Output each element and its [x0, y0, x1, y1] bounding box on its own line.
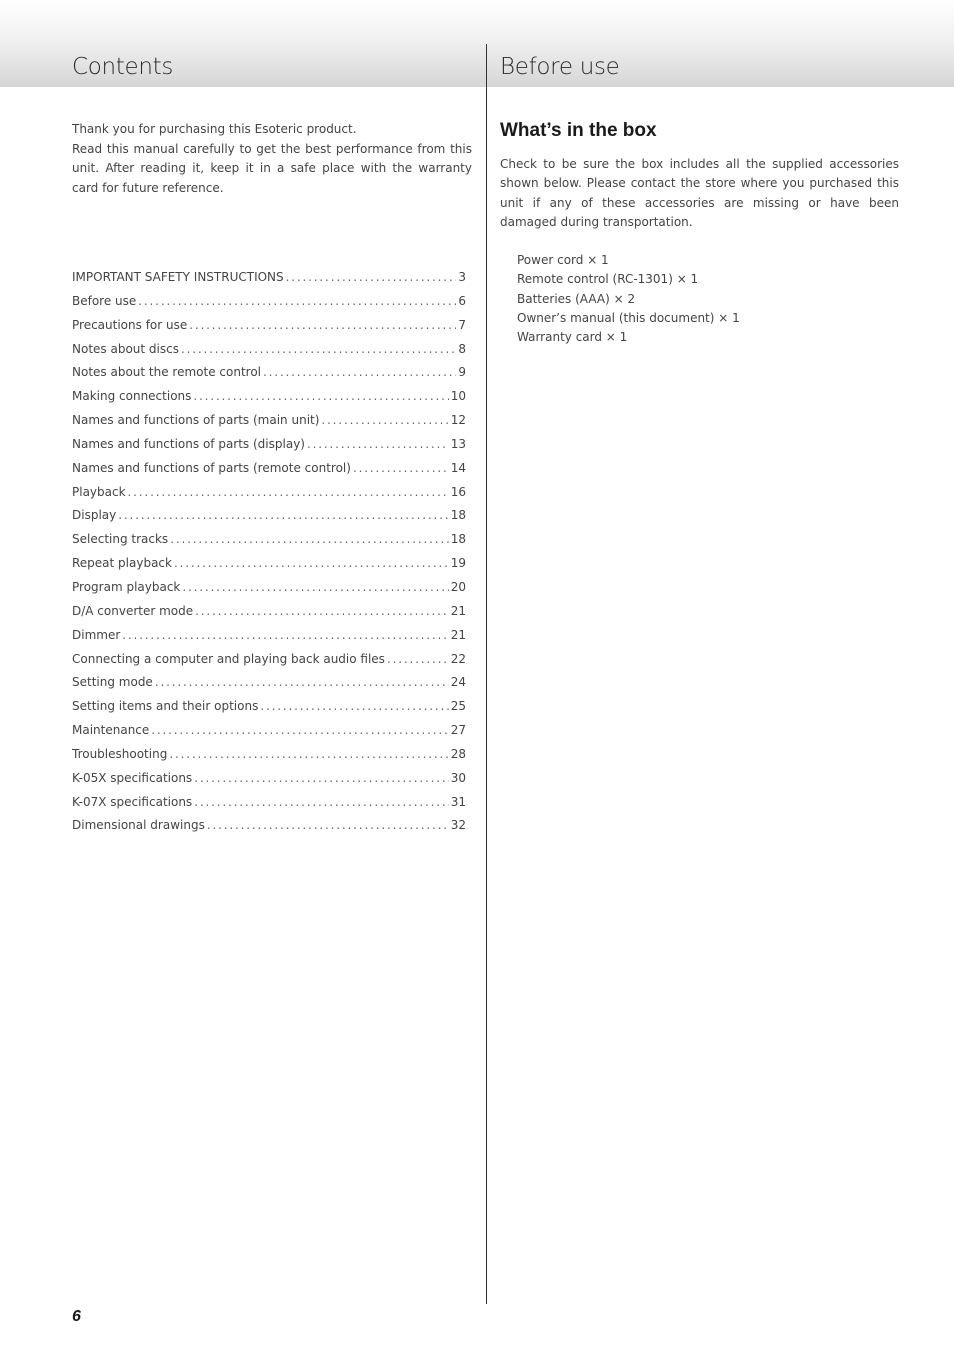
toc-entry-page: 28 [450, 746, 466, 761]
toc-entry-page: 32 [450, 818, 466, 833]
toc-entry[interactable] [72, 747, 466, 771]
toc-entry-page: 3 [458, 270, 466, 284]
toc-entry-page: 8 [458, 341, 466, 356]
toc-leader-dots [151, 723, 448, 737]
toc-entry-label: Troubleshooting [72, 746, 168, 761]
toc-entry[interactable] [72, 818, 466, 842]
toc-entry[interactable] [72, 437, 466, 461]
toc-leader-dots [170, 532, 449, 546]
toc-leader-dots [260, 699, 448, 713]
toc-entry[interactable] [72, 413, 466, 437]
intro-text [72, 120, 472, 198]
toc-entry-page: 9 [458, 365, 466, 380]
toc-entry-page: 25 [450, 699, 466, 714]
toc-entry[interactable] [72, 699, 466, 723]
toc-entry-page: 22 [450, 651, 466, 666]
before-use-title: Before use [500, 54, 620, 80]
toc-entry[interactable] [72, 342, 466, 366]
toc-entry-label: Making connections [72, 389, 192, 404]
toc-entry-label: Playback [72, 484, 126, 499]
toc-entry-label: Setting items and their options [72, 699, 259, 714]
toc-entry-label: Connecting a computer and playing back audio files [72, 651, 385, 666]
toc-entry-label: Selecting tracks [72, 532, 169, 547]
toc-entry[interactable] [72, 485, 466, 509]
toc-entry-page: 27 [450, 723, 466, 738]
toc-entry[interactable] [72, 461, 466, 485]
toc-entry-label: Before use [72, 293, 137, 308]
contents-title: Contents [72, 54, 174, 80]
toc-entry-label: Repeat playback [72, 556, 172, 571]
toc-entry-page: 18 [450, 532, 466, 547]
toc-entry-label: IMPORTANT SAFETY INSTRUCTIONS [72, 270, 284, 284]
toc-leader-dots [122, 628, 448, 642]
toc-entry-page: 24 [450, 675, 466, 690]
toc-entry-label: Precautions for use [72, 317, 188, 332]
toc-leader-dots [181, 342, 456, 356]
toc-entry-label: Dimensional drawings [72, 818, 205, 833]
toc-entry[interactable] [72, 771, 466, 795]
toc-entry[interactable] [72, 270, 466, 294]
toc-leader-dots [195, 604, 449, 618]
toc-entry-page: 6 [458, 293, 466, 308]
toc-entry-page: 21 [450, 603, 466, 618]
toc-entry-page: 21 [450, 627, 466, 642]
accessory-item: Power cord × 1 [517, 253, 609, 267]
toc-entry-page: 30 [450, 770, 466, 785]
page-number: 6 [72, 1308, 81, 1325]
toc-entry-page: 10 [450, 389, 466, 404]
toc-entry-label: Maintenance [72, 723, 150, 738]
accessory-item: Warranty card × 1 [517, 330, 628, 345]
toc-entry[interactable] [72, 580, 466, 604]
toc-entry-label: Dimmer [72, 627, 121, 642]
toc-leader-dots [169, 747, 448, 761]
toc-leader-dots [118, 508, 448, 522]
toc-entry-label: Names and functions of parts (remote control) [72, 460, 351, 475]
toc-entry-page: 20 [450, 579, 466, 594]
toc-leader-dots [189, 318, 456, 332]
toc-entry-label: Setting mode [72, 675, 153, 690]
toc-entry[interactable] [72, 675, 466, 699]
toc-entry[interactable] [72, 389, 466, 413]
toc-leader-dots [263, 365, 456, 379]
toc-entry-label: Notes about discs [72, 341, 179, 356]
toc-leader-dots [138, 294, 456, 308]
toc-entry-page: 16 [450, 484, 466, 499]
toc-entry[interactable] [72, 795, 466, 819]
toc-entry-page: 18 [450, 508, 466, 523]
toc-leader-dots [194, 771, 449, 785]
intro-line-2: Read this manual carefully to get the best performance from this unit. After reading it, keep it in a safe place with the warranty card for future reference. [72, 141, 472, 195]
toc-entry-label: Program playback [72, 579, 181, 594]
toc-leader-dots [207, 818, 449, 832]
toc-entry[interactable] [72, 294, 466, 318]
toc-entry-label: Display [72, 508, 117, 523]
toc-entry-page: 13 [450, 436, 466, 451]
toc-leader-dots [286, 270, 457, 284]
intro-line-1: Thank you for purchasing this Esoteric product. [72, 122, 357, 136]
toc-entry[interactable] [72, 723, 466, 747]
table-of-contents [72, 270, 466, 842]
toc-leader-dots [182, 580, 448, 594]
toc-entry-label: Names and functions of parts (main unit) [72, 413, 320, 428]
toc-entry[interactable] [72, 318, 466, 342]
toc-entry-page: 31 [450, 794, 466, 809]
toc-entry-label: Notes about the remote control [72, 365, 261, 380]
toc-entry-page: 12 [450, 413, 466, 428]
toc-leader-dots [353, 461, 449, 475]
toc-entry[interactable] [72, 604, 466, 628]
toc-entry-page: 19 [450, 556, 466, 571]
toc-entry-label: K-07X specifications [72, 794, 193, 809]
accessories-list [517, 251, 740, 347]
toc-entry[interactable] [72, 556, 466, 580]
whats-in-the-box-heading: What’s in the box [500, 120, 657, 141]
box-intro-text: Check to be sure the box includes all the supplied accessories shown below. Please contact the store where you purchased this unit if any of these accessories are missing or have been damaged during transportation. [500, 157, 899, 229]
toc-leader-dots [155, 675, 449, 689]
toc-entry[interactable] [72, 365, 466, 389]
accessory-item: Batteries (AAA) × 2 [517, 291, 636, 306]
toc-entry-label: Names and functions of parts (display) [72, 436, 305, 451]
toc-leader-dots [307, 437, 449, 451]
toc-leader-dots [193, 389, 448, 403]
toc-entry[interactable] [72, 628, 466, 652]
column-divider [486, 44, 487, 1304]
toc-leader-dots [321, 413, 448, 427]
toc-leader-dots [194, 795, 449, 809]
toc-leader-dots [174, 556, 449, 570]
toc-entry[interactable] [72, 532, 466, 556]
toc-entry-page: 14 [450, 460, 466, 475]
toc-leader-dots [128, 485, 449, 499]
toc-entry[interactable] [72, 652, 466, 676]
toc-entry-label: K-05X specifications [72, 770, 193, 785]
accessory-item: Remote control (RC-1301) × 1 [517, 272, 699, 287]
toc-leader-dots [387, 652, 449, 666]
toc-entry-label: D/A converter mode [72, 603, 194, 618]
toc-entry-page: 7 [458, 317, 466, 332]
toc-entry[interactable] [72, 508, 466, 532]
accessory-item: Owner’s manual (this document) × 1 [517, 310, 740, 325]
